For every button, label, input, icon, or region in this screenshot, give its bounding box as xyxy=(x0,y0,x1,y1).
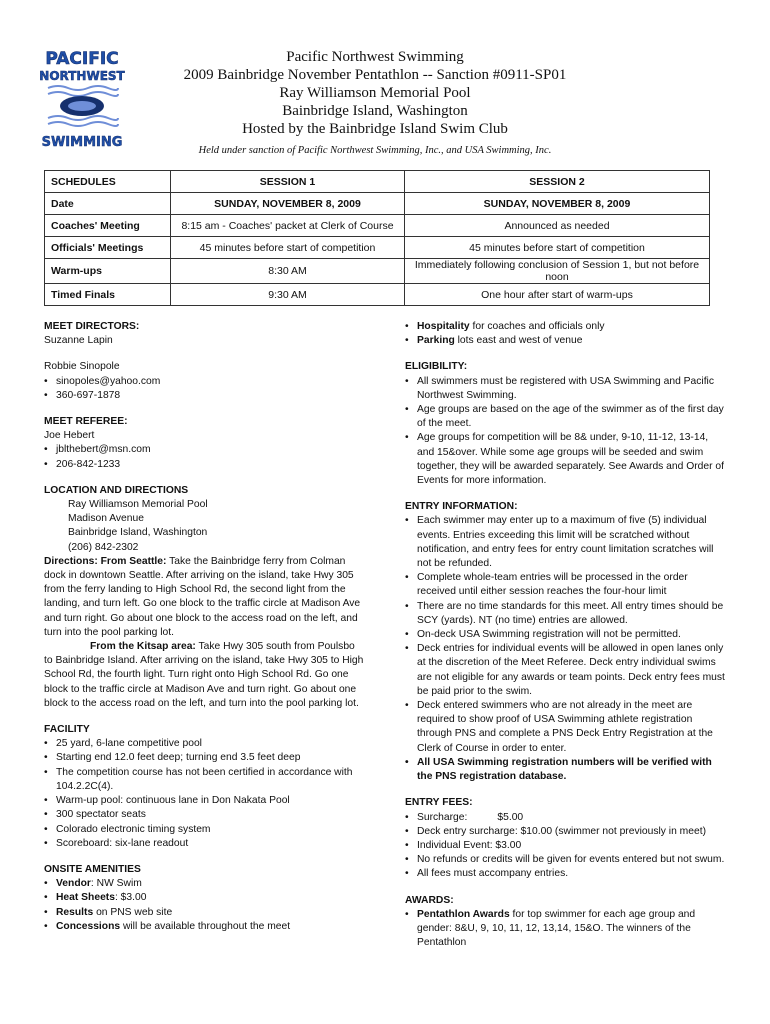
schedule-cell: SUNDAY, NOVEMBER 8, 2009 xyxy=(405,193,710,215)
list-item: • 25 yard, 6-lane competitive pool xyxy=(44,737,364,751)
schedule-row xyxy=(45,284,710,306)
list-item: • All fees must accompany entries. xyxy=(405,867,725,881)
director-name: Robbie Sinopole xyxy=(44,361,120,373)
schedule-cell: Warm-ups xyxy=(45,259,171,284)
schedule-cell: SUNDAY, NOVEMBER 8, 2009 xyxy=(171,193,405,215)
director-name: Suzanne Lapin xyxy=(44,335,113,347)
awards-list xyxy=(405,908,725,951)
list-item: • 300 spectator seats xyxy=(44,808,364,822)
list-item: • Pentathlon Awards for top swimmer for each age group and gender: 8&U, 9, 10, 11, 12, 13,14, 15&O. The winners of the Pentathlon xyxy=(405,908,725,951)
meet-header xyxy=(160,48,590,158)
list-item: • Colorado electronic timing system xyxy=(44,823,364,837)
director-phone: • 360-697-1878 xyxy=(44,389,364,403)
schedule-cell: Immediately following conclusion of Session 1, but not before noon xyxy=(405,259,710,284)
list-item: • Scoreboard: six-lane readout xyxy=(44,837,364,851)
directors-heading: MEET DIRECTORS: xyxy=(44,321,140,332)
facility-heading: FACILITY xyxy=(44,724,90,736)
location-heading: LOCATION AND DIRECTIONS xyxy=(44,484,189,496)
schedule-row xyxy=(45,237,710,259)
sanction-note: Held under sanction of Pacific Northwest Swimming, Inc., and USA Swimming, Inc. xyxy=(198,145,552,156)
directions-seattle-text: Take the Bainbridge ferry from Colman dock in downtown Seattle. After arriving on the island, take Hwy 305 from the ferry landing to High School Rd, the second light from the landing, and turn left. Go one block to the traffic circle at Madison Ave and turn right. Go about one block to the access road on the left, and turn into the pool parking lot. xyxy=(44,555,361,638)
pool-phone: (206) 842-2302 xyxy=(68,541,139,553)
schedule-cell: One hour after start of warm-ups xyxy=(405,284,710,306)
fees-list xyxy=(405,811,725,882)
list-item: • Age groups are based on the age of the swimmer as of the first day of the meet. xyxy=(405,403,725,431)
schedule-row xyxy=(45,215,710,237)
list-item: • Individual Event: $3.00 xyxy=(405,839,725,853)
logo-line1: PACIFIC xyxy=(45,49,119,69)
schedule-header: SCHEDULES xyxy=(45,171,171,193)
list-item: • All swimmers must be registered with USA Swimming and Pacific Northwest Swimming. xyxy=(405,375,725,403)
list-item: • Parking lots east and west of venue xyxy=(405,334,725,348)
list-item: • All USA Swimming registration numbers will be verified with the PNS registration database. xyxy=(405,756,725,784)
schedule-header: SESSION 2 xyxy=(405,171,710,193)
entry-list xyxy=(405,514,725,784)
list-item: • Starting end 12.0 feet deep; turning end 3.5 feet deep xyxy=(44,751,364,765)
list-item: • Deck entry surcharge: $10.00 (swimmer not previously in meet) xyxy=(405,825,725,839)
eligibility-heading: ELIGIBILITY: xyxy=(405,361,468,373)
right-column xyxy=(405,320,725,950)
schedule-cell: 9:30 AM xyxy=(171,284,405,306)
referee-heading: MEET REFEREE: xyxy=(44,416,128,428)
logo-line3: SWIMMING xyxy=(41,135,123,150)
directions-kitsap-label: From the Kitsap area: xyxy=(90,641,196,653)
directions-seattle xyxy=(44,555,364,640)
referee-phone: • 206-842-1233 xyxy=(44,458,364,472)
schedule-header-row xyxy=(45,171,710,193)
referee-email: • jblthebert@msn.com xyxy=(44,443,364,457)
list-item: • Complete whole-team entries will be processed in the order received until either session reaches the four-hour limit xyxy=(405,571,725,599)
schedule-cell: Coaches' Meeting xyxy=(45,215,171,237)
director-email: • sinopoles@yahoo.com xyxy=(44,375,364,389)
director-contacts xyxy=(44,375,364,403)
header-line5: Hosted by the Bainbridge Island Swim Club xyxy=(242,121,508,137)
list-item: • Surcharge: $5.00 xyxy=(405,811,725,825)
schedule-table xyxy=(44,170,710,306)
schedule-row xyxy=(45,193,710,215)
header-line2: 2009 Bainbridge November Pentathlon -- Sanction #0911-SP01 xyxy=(183,67,567,83)
entry-heading: ENTRY INFORMATION: xyxy=(405,501,518,513)
schedule-cell: 8:30 AM xyxy=(171,259,405,284)
list-item: • Results on PNS web site xyxy=(44,906,364,920)
onsite-list xyxy=(44,877,364,934)
list-item: • Heat Sheets: $3.00 xyxy=(44,891,364,905)
schedule-cell: Officials' Meetings xyxy=(45,237,171,259)
schedule-cell: Timed Finals xyxy=(45,284,171,306)
schedule-cell: Announced as needed xyxy=(405,215,710,237)
onsite-heading: ONSITE AMENITIES xyxy=(44,863,141,875)
directions-seattle-label: Directions: From Seattle: xyxy=(44,555,167,567)
referee-name: Joe Hebert xyxy=(44,430,95,442)
awards-heading: AWARDS: xyxy=(405,894,454,906)
facility-list xyxy=(44,737,364,851)
list-item: • Age groups for competition will be 8& under, 9-10, 11-12, 13-14, and 15&over. While some age groups will be seeded and swim together, they will be awarded separately. See Awards and Order of Events for more information. xyxy=(405,431,725,488)
list-item: • Deck entries for individual events will be allowed in open lanes only at the discretion of the Meet Referee. Deck entry individual swims are not eligible for any awards or team points. Deck entry fees must be paid prior to the swim. xyxy=(405,642,725,699)
fees-heading: ENTRY FEES: xyxy=(405,797,473,809)
eligibility-list xyxy=(405,375,725,489)
pool-address: Madison Avenue xyxy=(68,513,144,525)
directions-kitsap-text: Take Hwy 305 south from Poulsbo to Bainbridge Island. After arriving on the island, take Hwy 305 to High School Rd, the fourth light. Turn right onto High School Rd. Go one block to the traffic circle at Madison Ave and turn right. Go about one block to the access road on the left, and turn into the pool parking lot. xyxy=(44,641,364,709)
list-item: • Deck entered swimmers who are not already in the meet are required to show proof of USA Swimming athlete registration through PNS and complete a PNS Deck Entry Registration at the Clerk of Course in order to enter. xyxy=(405,699,725,756)
list-item: • Each swimmer may enter up to a maximum of five (5) individual events. Entries exceeding this limit will be scratched without notification, and entry fees for entry count limitation scratches will not be refunded. xyxy=(405,514,725,571)
list-item: • The competition course has not been certified in accordance with 104.2.2C(4). xyxy=(44,766,364,794)
header-line3: Ray Williamson Memorial Pool xyxy=(279,85,471,101)
list-item: • Concessions will be available throughout the meet xyxy=(44,920,364,934)
pool-address: Ray Williamson Memorial Pool xyxy=(68,499,208,511)
logo-line2: NORTHWEST xyxy=(39,69,125,83)
directions-kitsap xyxy=(44,640,364,711)
schedule-row xyxy=(45,259,710,284)
pool-address: Bainbridge Island, Washington xyxy=(68,527,208,539)
schedule-cell: 45 minutes before start of competition xyxy=(171,237,405,259)
list-item: • Warm-up pool: continuous lane in Don Nakata Pool xyxy=(44,794,364,808)
schedule-cell: 8:15 am - Coaches' packet at Clerk of Course xyxy=(171,215,405,237)
header-line4: Bainbridge Island, Washington xyxy=(282,103,468,119)
hospitality-list xyxy=(405,320,725,348)
list-item: • No refunds or credits will be given for events entered but not swum. xyxy=(405,853,725,867)
schedule-cell: Date xyxy=(45,193,171,215)
list-item: • On-deck USA Swimming registration will not be permitted. xyxy=(405,628,725,642)
list-item: • Hospitality for coaches and officials only xyxy=(405,320,725,334)
list-item: • Vendor: NW Swim xyxy=(44,877,364,891)
schedule-header: SESSION 1 xyxy=(171,171,405,193)
list-item: • There are no time standards for this meet. All entry times should be SCY (yards). NT (no time) entries are allowed. xyxy=(405,600,725,628)
left-column xyxy=(44,320,364,934)
header-line1: Pacific Northwest Swimming xyxy=(286,49,464,65)
referee-contacts xyxy=(44,443,364,471)
schedule-cell: 45 minutes before start of competition xyxy=(405,237,710,259)
pacific-northwest-swimming-logo xyxy=(39,46,125,154)
